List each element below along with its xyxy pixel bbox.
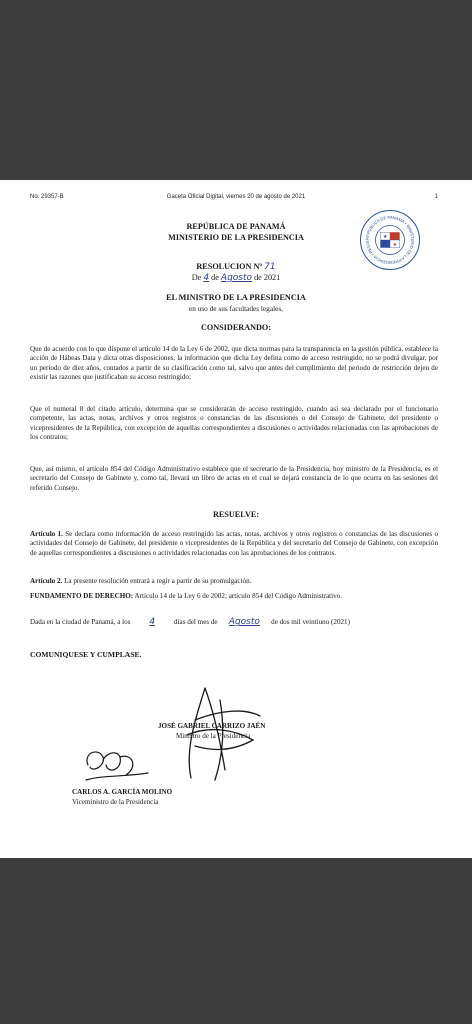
article-2-text: La presente resolución entrará a regir a partir de su promulgación.	[62, 577, 252, 585]
considerando-1: Que de acuerdo con lo que dispone el artículo 14 de la Ley 6 de 2002, que dicta normas para la transparencia en la gestión pública, establece la acción de Hábeas Data y dicta otras disposiciones, la información que dicha Ley defina como de acceso restringido, no se podrá divulgar, por un periodo de diez años, contados a partir de su clasificación como tal, salvo que antes del cumplimiento del periodo de restricción dejen de existir las razones que justificaban su acceso restringido;	[30, 345, 438, 381]
dada-line	[30, 618, 438, 627]
gazette-header: Gaceta Oficial Digital, viernes 20 de agosto de 2021	[166, 194, 306, 200]
minister-title: Ministro de la Presidencia	[176, 732, 251, 740]
page-number: 1	[434, 194, 438, 200]
resuelve-heading: RESUELVE:	[212, 510, 260, 519]
svg-text:★: ★	[382, 235, 388, 241]
article-2-label: Artículo 2.	[30, 577, 63, 585]
document-number: No. 29357-B	[30, 194, 64, 200]
dada-suffix: de dos mil veintiuno (2021)	[271, 618, 350, 626]
dada-prefix: Dada en la ciudad de Panamá, a los	[30, 618, 131, 626]
resolution-date	[0, 273, 472, 283]
considerando-2: Que el numeral 8 del citado artículo, determina que se considerarán de acceso restringido, cuando así sea declarado por el funcionario competente, las actas, notas, archivos y otros registros o constancias de las discusiones o del Consejo de Gabinete, del presidente o vicepresidentes de la República, con excepción de aquellas correspondientes a discusiones o actividades relacionadas con las aprobaciones de los contratos;	[30, 405, 438, 441]
closing-line: COMUNIQUESE Y CUMPLASE.	[30, 650, 142, 659]
document-page	[0, 180, 472, 858]
date-year: de 2021	[254, 273, 281, 282]
viceminister-signature	[78, 745, 158, 790]
considerando-3: Que, así mismo, el artículo 854 del Código Administrativo establece que el secretario de la Presidencia, hoy ministro de la Presidencia, es el secretario del Consejo de Gabinete y, como tal, llevará un libro de actas en el cual se dejará constancia de lo que ocurra en las sesiones del referido Consejo.	[30, 465, 438, 492]
considerando-heading: CONSIDERANDO:	[200, 323, 272, 332]
date-de: de	[211, 273, 219, 282]
country-title: REPÚBLICA DE PANAMÁ	[186, 222, 286, 231]
minister-name: JOSÉ GABRIEL CARRIZO JAÉN	[158, 722, 266, 730]
date-prefix: De	[191, 273, 202, 282]
article-1-label: Artículo 1.	[30, 530, 63, 538]
ministry-title: MINISTERIO DE LA PRESIDENCIA	[168, 233, 304, 242]
resolution-line	[0, 262, 472, 272]
fundamento	[30, 592, 438, 601]
viceminister-title: Viceministro de la Presidencia	[72, 798, 159, 806]
article-2	[30, 577, 438, 586]
bottom-dark-band	[0, 858, 472, 1024]
top-dark-band	[0, 0, 472, 180]
date-month: Agosto	[220, 273, 253, 283]
dada-month: Agosto	[228, 617, 260, 627]
article-1	[30, 530, 438, 558]
seal-text: REPÚBLICA DE PANAMÁ • MINISTERIO DE LA PRESIDENCIA • REGIS	[364, 214, 416, 266]
powers-line: en uso de sus facultades legales,	[188, 304, 284, 313]
article-1-text: Se declara como información de acceso restringido las actas, notas, archivos y otros registros o constancias de las discusiones o actividades del Consejo de Gabinete, del presidente o vicepresidentes de la República y del secretario del Consejo de Gabinete, con excepción de aquellas correspondientes a discusiones o actividades relacionadas con las aprobaciones de los contratos.	[30, 530, 438, 557]
date-day: 4	[203, 273, 210, 283]
fundamento-label: FUNDAMENTO DE DERECHO:	[30, 592, 134, 600]
dada-day: 4	[149, 617, 156, 627]
resolution-label: RESOLUCION Nº	[196, 262, 263, 271]
fundamento-text: Artículo 14 de la Ley 6 de 2002; artículo 854 del Código Administrativo.	[133, 592, 342, 600]
dada-middle: días del mes de	[174, 618, 218, 626]
svg-text:★: ★	[392, 242, 398, 248]
resolution-number: 71	[264, 262, 276, 272]
viceminister-name: CARLOS A. GARCÍA MOLINO	[72, 788, 173, 796]
minister-heading: EL MINISTRO DE LA PRESIDENCIA	[166, 293, 306, 302]
